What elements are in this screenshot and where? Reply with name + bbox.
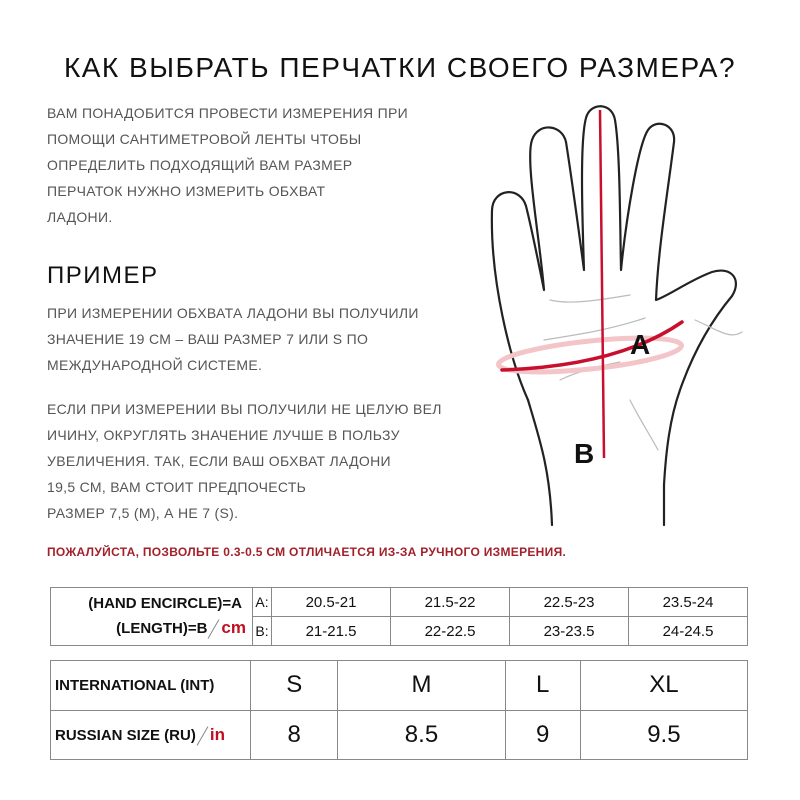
rounding-line: 19,5 СМ, ВАМ СТОИТ ПРЕДПОЧЕСТЬ bbox=[47, 479, 307, 495]
measurement-notice: ПОЖАЛУЙСТА, ПОЗВОЛЬТЕ 0.3-0.5 СМ ОТЛИЧАЕТСЯ ИЗ-ЗА РУЧНОГО ИЗМЕРЕНИЯ. bbox=[47, 545, 567, 559]
b-value-xl: 24-24.5 bbox=[629, 617, 748, 646]
a-value-m: 21.5-22 bbox=[391, 588, 510, 617]
example-heading: ПРИМЕР bbox=[47, 262, 159, 289]
divider-slash bbox=[207, 620, 221, 638]
length-line-b bbox=[600, 110, 604, 458]
int-label: INTERNATIONAL (INT) bbox=[51, 661, 251, 711]
encircle-line-a bbox=[502, 322, 682, 370]
int-size-l: L bbox=[505, 661, 580, 711]
b-value-m: 22-22.5 bbox=[391, 617, 510, 646]
hand-outline bbox=[492, 106, 736, 525]
intro-line: ПОМОЩИ САНТИМЕТРОВОЙ ЛЕНТЫ ЧТОБЫ bbox=[47, 131, 362, 147]
ru-label: RUSSIAN SIZE (RU) bbox=[55, 726, 196, 744]
example-text bbox=[47, 300, 419, 378]
ru-size-9-5: 9.5 bbox=[580, 710, 747, 760]
label-b: B bbox=[574, 438, 595, 469]
intro-line: ВАМ ПОНАДОБИТСЯ ПРОВЕСТИ ИЗМЕРЕНИЯ ПРИ bbox=[47, 105, 408, 121]
example-line: МЕЖДУНАРОДНОЙ СИСТЕМЕ. bbox=[47, 357, 263, 373]
row-b-key: B: bbox=[253, 617, 272, 646]
row-a-key: A: bbox=[253, 588, 272, 617]
a-value-s: 20.5-21 bbox=[272, 588, 391, 617]
int-size-m: M bbox=[338, 661, 505, 711]
unit-in: in bbox=[209, 724, 225, 744]
int-size-xl: XL bbox=[580, 661, 747, 711]
rounding-line: ИЧИНУ, ОКРУГЛЯТЬ ЗНАЧЕНИЕ ЛУЧШЕ В ПОЛЬЗУ bbox=[47, 427, 400, 443]
rounding-line: ЕСЛИ ПРИ ИЗМЕРЕНИИ ВЫ ПОЛУЧИЛИ НЕ ЦЕЛУЮ ВЕЛ bbox=[47, 401, 442, 417]
measurement-table bbox=[50, 587, 748, 646]
size-table bbox=[50, 660, 748, 760]
rounding-line: РАЗМЕР 7,5 (М), А НЕ 7 (S). bbox=[47, 505, 239, 521]
a-value-xl: 23.5-24 bbox=[629, 588, 748, 617]
b-value-l: 23-23.5 bbox=[510, 617, 629, 646]
rounding-line: УВЕЛИЧЕНИЯ. ТАК, ЕСЛИ ВАШ ОБХВАТ ЛАДОНИ bbox=[47, 453, 391, 469]
ru-size-8: 8 bbox=[251, 710, 338, 760]
unit-cm: cm bbox=[221, 617, 246, 637]
b-value-s: 21-21.5 bbox=[272, 617, 391, 646]
example-line: ПРИ ИЗМЕРЕНИИ ОБХВАТА ЛАДОНИ ВЫ ПОЛУЧИЛИ bbox=[47, 305, 419, 321]
intro-line: ПЕРЧАТОК НУЖНО ИЗМЕРИТЬ ОБХВАТ bbox=[47, 183, 326, 199]
hand-diagram bbox=[480, 100, 780, 530]
ru-size-8-5: 8.5 bbox=[338, 710, 505, 760]
label-encircle: (HAND ENCIRCLE)=A bbox=[88, 594, 242, 612]
intro-text bbox=[47, 100, 408, 230]
a-value-l: 22.5-23 bbox=[510, 588, 629, 617]
ru-label-cell bbox=[51, 710, 251, 760]
page-title: КАК ВЫБРАТЬ ПЕРЧАТКИ СВОЕГО РАЗМЕРА? bbox=[63, 52, 737, 83]
label-a: A bbox=[630, 329, 651, 360]
measurement-labels bbox=[51, 588, 253, 646]
intro-line: ОПРЕДЕЛИТЬ ПОДХОДЯЩИЙ ВАМ РАЗМЕР bbox=[47, 157, 353, 173]
label-length: (LENGTH)=B bbox=[116, 619, 208, 637]
int-size-s: S bbox=[251, 661, 338, 711]
rounding-text bbox=[47, 396, 442, 526]
example-line: ЗНАЧЕНИЕ 19 СМ – ВАШ РАЗМЕР 7 ИЛИ S ПО bbox=[47, 331, 369, 347]
divider-slash bbox=[196, 727, 210, 745]
ru-size-9: 9 bbox=[505, 710, 580, 760]
intro-line: ЛАДОНИ. bbox=[47, 209, 113, 225]
